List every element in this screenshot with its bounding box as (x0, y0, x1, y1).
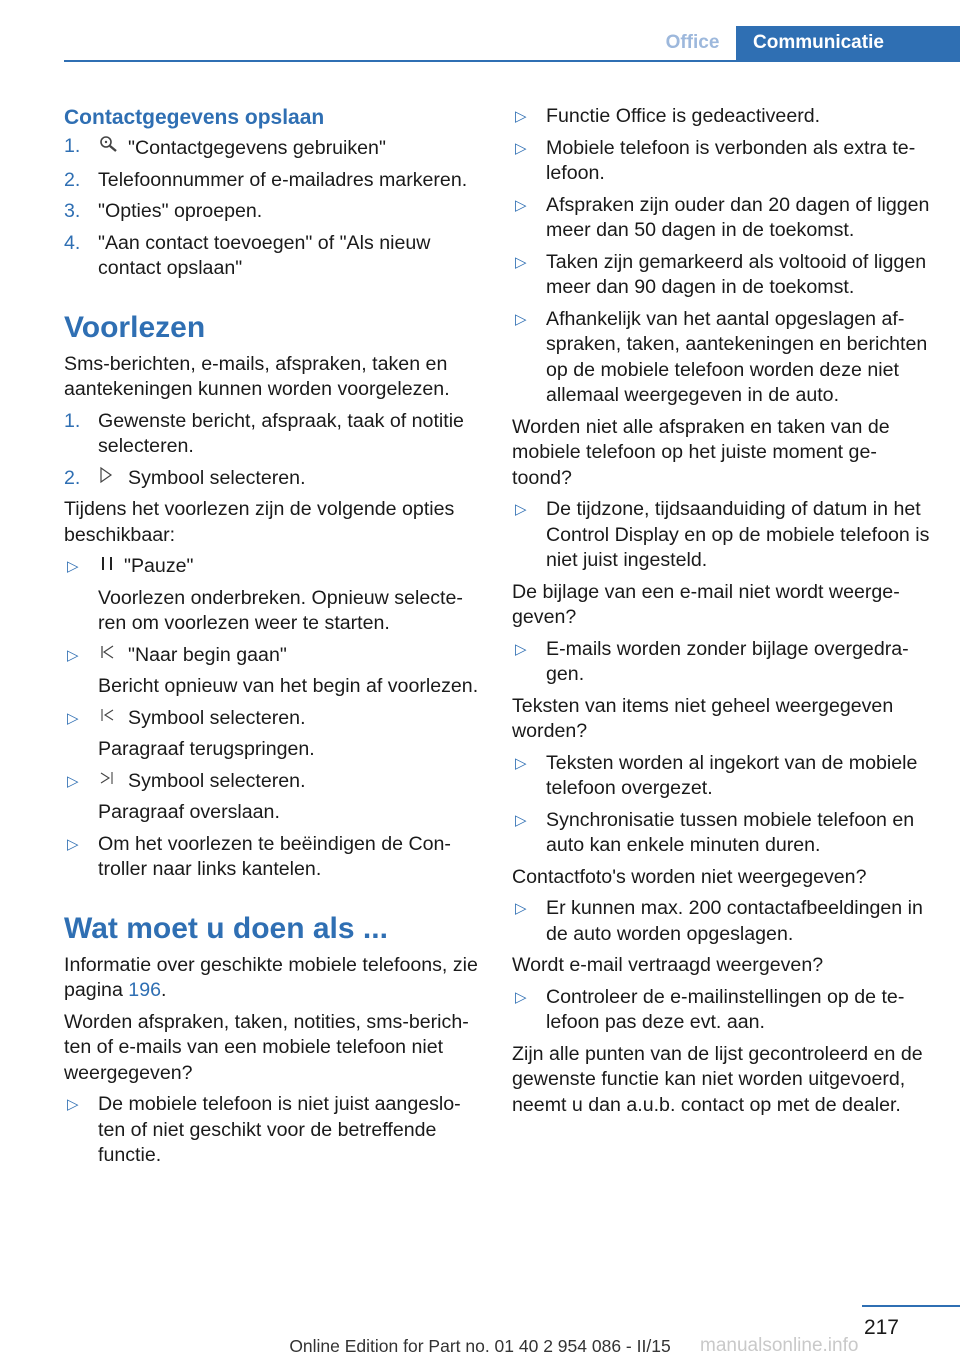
list-item (64, 1092, 480, 1169)
bullet-text: De mobiele telefoon is niet juist aangesloten of niet geschikt voor de betreffende functie. (98, 1093, 461, 1166)
page-link[interactable]: 196 (128, 979, 161, 1001)
step-text: "Opties" oproepen. (98, 200, 263, 222)
list-item (512, 307, 930, 409)
list-item (64, 554, 480, 637)
step-text: "Aan contact toevoegen" of "Als nieuw contact opslaan" (98, 231, 431, 279)
list-item (512, 751, 930, 802)
bullet-triangle-icon: ▷ (515, 988, 527, 1006)
bullet-triangle-icon: ▷ (67, 1096, 79, 1113)
step-number: 4. (64, 231, 81, 254)
bullet-triangle-icon: ▷ (67, 709, 79, 727)
option-description: Paragraaf overslaan. (98, 801, 280, 823)
list-item (512, 250, 930, 301)
bullet-triangle-icon: ▷ (515, 108, 527, 125)
option-text: "Pauze" (124, 555, 194, 577)
paragraph-text: Informatie over geschikte mobiele telefoons, zie pagina (64, 953, 478, 1001)
previous-paragraph-icon (98, 706, 128, 732)
bullet-triangle-icon: ▷ (515, 501, 527, 518)
option-text: Om het voorlezen te beëindigen de Controller naar links kantelen. (98, 832, 451, 880)
bullet-triangle-icon: ▷ (515, 640, 527, 658)
bullet-text: Functie Office is gedeactiveerd. (546, 105, 821, 127)
step-text: Symbool selecteren. (128, 466, 306, 489)
list-item (64, 832, 480, 883)
list-item (64, 199, 480, 225)
question: Teksten van items niet geheel weergegeven worden? (512, 694, 894, 742)
section-title-wat-moet-u-doen: Wat moet u doen als ... (64, 911, 388, 945)
right-column (512, 104, 930, 1124)
pause-icon (98, 554, 124, 580)
list-item (512, 193, 930, 244)
bullet-text: Er kunnen max. 200 contactafbeeldingen in de auto worden opgeslagen. (546, 897, 923, 945)
list-item (512, 637, 930, 688)
bullet-triangle-icon: ▷ (515, 196, 527, 214)
list-item (64, 769, 480, 826)
bullet-text: Controleer de e-mailinstellingen op de telefoon pas deze evt. aan. (546, 985, 905, 1033)
page-number: 217 (863, 1316, 899, 1339)
list-item (64, 466, 480, 492)
bullet-text: Afhankelijk van het aantal opgeslagen afspraken, taken, aantekeningen en berichten op de mobiele telefoon worden deze niet allemaal weergegeven in de auto. (546, 307, 928, 406)
step-number: 3. (64, 200, 81, 222)
bullet-triangle-icon: ▷ (515, 811, 527, 829)
list-item (64, 409, 480, 460)
paragraph: Sms-berichten, e-mails, afspraken, taken en aantekeningen kunnen worden voorgelezen. (64, 352, 450, 400)
bullet-text: Taken zijn gemarkeerd als voltooid of liggen meer dan 90 dagen in de toekomst. (546, 250, 927, 298)
bullet-text: Synchronisatie tussen mobiele telefoon en auto kan enkele minuten duren. (546, 808, 915, 856)
footer-rule (862, 1305, 960, 1307)
section-title-voorlezen: Voorlezen (64, 310, 206, 344)
next-paragraph-icon (98, 769, 128, 795)
question: Worden afspraken, taken, notities, sms-berichten of e-mails van een mobiele telefoon niet weergegeven? (64, 1010, 469, 1084)
bullet-triangle-icon: ▷ (515, 754, 527, 772)
list-item (512, 896, 930, 947)
bullet-triangle-icon: ▷ (515, 900, 527, 917)
option-description: Bericht opnieuw van het begin af voorlezen. (98, 675, 479, 697)
bullet-text: Teksten worden al ingekort van de mobiele telefoon overgezet. (546, 751, 918, 799)
bullet-text: De tijdzone, tijdsaanduiding of datum in het Control Display en op de mobiele telefoon is niet juist ingesteld. (546, 498, 930, 571)
list-item (512, 808, 930, 859)
header-rule (64, 60, 960, 62)
list-item (512, 497, 930, 574)
bullet-triangle-icon: ▷ (67, 772, 79, 790)
bullet-triangle-icon: ▷ (515, 139, 527, 157)
option-text: Symbool selecteren. (128, 706, 306, 729)
bullet-triangle-icon: ▷ (67, 558, 79, 575)
play-icon (98, 466, 128, 492)
step-number: 1. (64, 409, 81, 432)
section-title-contactgegevens: Contactgegevens opslaan (64, 106, 325, 129)
bullet-triangle-icon: ▷ (515, 310, 527, 328)
bullet-text: E-mails worden zonder bijlage overgedragen. (546, 637, 909, 685)
bullet-text: Afspraken zijn ouder dan 20 dagen of liggen meer dan 50 dagen in de toekomst. (546, 193, 930, 241)
question: Wordt e-mail vertraagd weergeven? (512, 954, 824, 976)
bullet-triangle-icon: ▷ (515, 253, 527, 271)
left-column (64, 104, 480, 1175)
paragraph: Tijdens het voorlezen zijn de volgende opties beschikbaar: (64, 498, 455, 546)
option-description: Voorlezen onderbreken. Opnieuw selecteren om voorlezen weer te starten. (98, 586, 463, 634)
step-number: 2. (64, 168, 81, 191)
bullet-triangle-icon: ▷ (67, 646, 79, 664)
list-item (64, 134, 480, 162)
paragraph (64, 953, 480, 1004)
edition-line: Online Edition for Part no. 01 40 2 954 086 - II/15 (289, 1336, 671, 1356)
option-text: Symbool selecteren. (128, 769, 306, 792)
list-item (512, 104, 930, 130)
watermark: manualsonline.info (700, 1335, 859, 1356)
option-text: "Naar begin gaan" (128, 643, 287, 666)
list-item (64, 643, 480, 700)
step-text: Telefoonnummer of e-mailadres markeren. (98, 168, 468, 191)
paragraph-text: . (161, 979, 167, 1001)
question: Contactfoto's worden niet weergegeven? (512, 865, 867, 888)
step-text: "Contactgegevens gebruiken" (128, 137, 386, 159)
list-item (64, 706, 480, 763)
list-item (64, 168, 480, 194)
list-item (512, 985, 930, 1036)
step-number: 2. (64, 466, 81, 489)
question: Worden niet alle afspraken en taken van de mobiele telefoon op het juiste moment getoond? (512, 415, 890, 489)
question: De bijlage van een e-mail niet wordt weergegeven? (512, 580, 900, 628)
search-icon (98, 134, 128, 162)
tab-office: Office (665, 32, 720, 53)
list-item (512, 136, 930, 187)
bullet-text: Mobiele telefoon is verbonden als extra telefoon. (546, 136, 916, 184)
paragraph: Zijn alle punten van de lijst gecontroleerd en de gewenste functie kan niet worden uitgevoerd, neemt u dan a.u.b. contact op met de dealer. (512, 1042, 923, 1116)
bullet-triangle-icon: ▷ (67, 835, 79, 853)
step-text: Gewenste bericht, afspraak, taak of notitie selecteren. (98, 409, 464, 457)
step-number: 1. (64, 135, 81, 157)
skip-to-start-icon (98, 643, 128, 669)
tab-communicatie: Communicatie (736, 26, 960, 62)
list-item (64, 231, 480, 282)
option-description: Paragraaf terugspringen. (98, 738, 315, 760)
